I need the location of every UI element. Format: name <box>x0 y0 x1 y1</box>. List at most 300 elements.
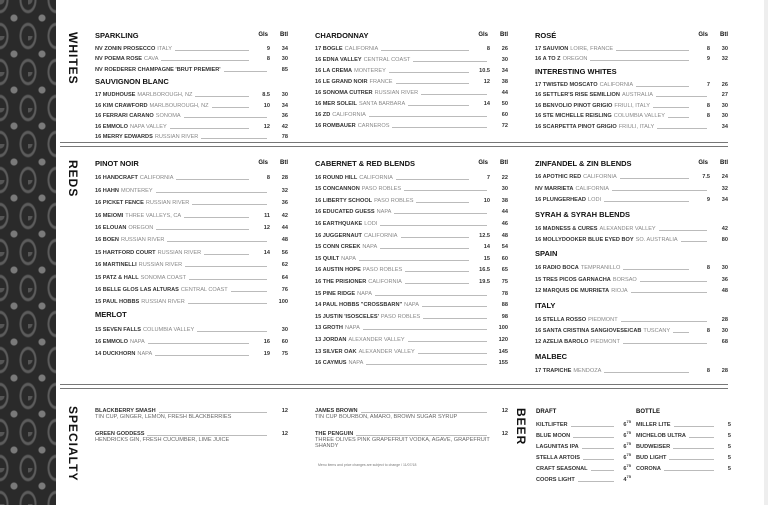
bottle-header: Btl <box>500 160 508 166</box>
wine-region: OREGON <box>562 56 588 62</box>
wine-region: FRANCE <box>369 79 393 85</box>
beer-item <box>536 472 631 483</box>
wine-item <box>95 119 288 130</box>
beer-price <box>617 419 631 428</box>
wine-item <box>535 41 728 52</box>
beer-price <box>717 455 731 461</box>
beer-price <box>617 452 631 461</box>
leader-line <box>231 291 267 292</box>
beer-price <box>717 433 731 439</box>
price-dollars: 6 <box>623 444 627 450</box>
wine-item <box>315 227 508 239</box>
wine-name: 16 ROUND HILL <box>315 174 358 181</box>
leader-line <box>380 225 487 226</box>
bottle-price: 72 <box>501 123 508 129</box>
beer-price <box>617 463 631 472</box>
wine-item <box>315 355 508 367</box>
wine-item <box>95 109 288 120</box>
wine-name: 16 HAHN <box>95 187 119 194</box>
cocktail-price: 12 <box>501 431 508 437</box>
leader-line <box>408 105 469 106</box>
footer-note: Menu items and price changes are subject to change / 11/07/18 <box>318 463 417 467</box>
wine-region: ALEXANDER VALLEY <box>599 225 656 232</box>
beer-item <box>636 428 731 439</box>
wine-region: BORSAO <box>612 276 637 283</box>
wine-name: 16 SETTLER'S RISE SEMILLION <box>535 92 620 98</box>
leader-line <box>201 138 267 139</box>
cocktail-description: TIN CUP BOURBON, AMARO, BROWN SUGAR SYRUP <box>315 414 458 420</box>
menu-column <box>95 156 288 357</box>
wine-group <box>535 65 728 130</box>
wine-region: PASO ROBLES <box>374 197 414 204</box>
wine-item <box>315 96 508 107</box>
wine-region: CENTRAL COAST <box>363 57 411 63</box>
leader-line <box>423 318 487 319</box>
bottle-price: 26 <box>721 81 728 88</box>
price-cents: 75 <box>626 430 631 436</box>
glass-price: 8 <box>266 175 270 182</box>
wine-name: 16 SONOMA CUTRER <box>315 90 373 96</box>
wine-region: CALIFORNIA <box>575 185 610 192</box>
wine-region: SONOMA <box>155 113 181 119</box>
group-header <box>535 208 728 220</box>
bottle-price: 78 <box>281 134 288 140</box>
wine-name: 16 BENVOLIO PINOT GRIGIO <box>535 102 613 109</box>
bottle-price: 54 <box>501 244 508 251</box>
bottle-price: 30 <box>281 92 288 98</box>
wine-region: NAPA <box>129 339 145 346</box>
wine-region: TUSCANY <box>643 327 671 334</box>
beer-name: CORONA <box>636 466 661 472</box>
leader-line <box>616 50 689 51</box>
leader-line <box>212 107 249 108</box>
wine-name: 15 QUILT <box>315 255 340 262</box>
beer-name: MICHELOB ULTRA <box>636 433 686 439</box>
beer-price <box>717 422 731 428</box>
bottle-price: 28 <box>721 367 728 374</box>
bottle-price: 30 <box>501 57 508 63</box>
beer-item <box>536 417 631 428</box>
bottle-header: Btl <box>280 32 288 38</box>
bottle-price: 30 <box>721 265 728 272</box>
price-dollars: 5 <box>727 422 731 428</box>
bottle-price: 100 <box>278 299 288 306</box>
wine-region: RUSSIAN RIVER <box>141 299 185 306</box>
beer-price <box>617 430 631 439</box>
wine-region: TEMPRANILLO <box>580 265 621 272</box>
group-header <box>95 308 288 320</box>
bottle-price: 28 <box>281 175 288 182</box>
leader-line <box>640 281 707 282</box>
group-title: SPAIN <box>535 249 558 259</box>
wine-name: 15 TRES PICOS GARNACHA <box>535 276 611 283</box>
bottle-price: 34 <box>721 123 728 130</box>
leader-line <box>375 295 487 296</box>
menu-column <box>315 156 508 366</box>
wine-name: 17 TWISTED MOSCATO <box>535 81 598 88</box>
group-title: MALBEC <box>535 351 568 361</box>
leader-line <box>612 190 707 191</box>
wine-item <box>535 77 728 88</box>
glass-header: Gls <box>698 32 708 38</box>
glass-price: 8.5 <box>262 92 270 98</box>
wine-region: MARLBOUROUGH, NZ <box>149 102 209 109</box>
wine-region: MARLBOROUGH, NZ <box>137 92 193 98</box>
wine-name: 16 EDNA VALLEY <box>315 57 362 63</box>
wine-group <box>535 248 728 294</box>
bottle-price: 78 <box>501 290 508 297</box>
wine-name: 16 MER SOLEIL <box>315 101 357 107</box>
leader-line <box>204 254 249 255</box>
wine-item <box>95 88 288 99</box>
bottle-price: 44 <box>501 90 508 96</box>
wine-item <box>535 119 728 130</box>
bottle-price: 145 <box>498 348 508 355</box>
cocktail-description: THREE OLIVES PINK GRAPEFRUIT VODKA, AGAVE, GRAPEFRUIT SHANDY <box>315 437 490 449</box>
wine-item <box>535 192 728 203</box>
wine-name: 16 MADNESS & CURES <box>535 225 598 232</box>
bottle-header: Btl <box>280 160 288 166</box>
wine-region: PASO ROBLES <box>362 267 403 274</box>
group-header <box>315 29 508 41</box>
wine-item <box>535 362 728 373</box>
leader-line <box>369 116 487 117</box>
wine-group <box>535 299 728 345</box>
bottle-price: 22 <box>501 174 508 181</box>
group-header <box>535 248 728 260</box>
glass-price: 12 <box>483 79 490 85</box>
glass-price: 10.5 <box>479 68 490 74</box>
wine-item <box>315 262 508 274</box>
bottle-price: 80 <box>721 236 728 243</box>
group-header <box>535 65 728 77</box>
bottle-price: 36 <box>721 276 728 283</box>
menu-column <box>535 156 728 374</box>
leader-line <box>401 237 469 238</box>
glass-price: 8 <box>266 56 270 62</box>
wine-region: NAPA <box>341 255 356 262</box>
wine-name: 16 THE PRISIONER <box>315 278 367 285</box>
bottle-price: 38 <box>501 197 508 204</box>
wine-name: 14 PAUL HOBBS "CROSSBARN" <box>315 302 403 309</box>
bottle-price: 68 <box>721 339 728 346</box>
section-label-reds: REDS <box>66 160 80 198</box>
wine-group <box>95 308 288 357</box>
bottle-price: 34 <box>501 68 508 74</box>
price-dollars: 5 <box>727 433 731 439</box>
wine-group <box>95 157 288 305</box>
bottle-price: 42 <box>281 212 288 219</box>
glass-price: 8 <box>706 102 710 109</box>
bottle-price: 38 <box>501 79 508 85</box>
wine-name: 16 MEIOMI <box>95 212 124 219</box>
glass-price: 16 <box>263 339 270 346</box>
leader-line <box>380 248 469 249</box>
leader-line <box>396 179 469 180</box>
wine-region: NAPA <box>376 209 392 216</box>
wine-group <box>535 29 728 62</box>
cocktail-name: THE PENGUIN <box>315 431 354 437</box>
bottle-price: 60 <box>281 339 288 346</box>
wine-region: CALIFORNIA <box>599 81 634 88</box>
wine-region: MONTEREY <box>120 187 153 194</box>
wine-name: 13 JORDAN <box>315 336 347 343</box>
reds-section <box>60 156 728 381</box>
wine-region: NAPA <box>404 302 419 309</box>
bottle-price: 120 <box>498 336 508 343</box>
wine-region: CALIFORNIA <box>139 175 174 182</box>
wine-name: 16 EMMOLO <box>95 123 128 130</box>
wine-item <box>95 219 288 231</box>
wine-item <box>315 41 508 52</box>
wine-region: MENDOZA <box>573 367 602 374</box>
bottle-price: 44 <box>501 209 508 216</box>
leader-line <box>591 470 614 471</box>
bottle-price: 42 <box>721 225 728 232</box>
leader-line <box>674 426 715 427</box>
leader-line <box>224 71 267 72</box>
wine-group <box>95 76 288 141</box>
group-title: ROSÉ <box>535 30 557 40</box>
wine-region: SO. AUSTRALIA <box>635 236 678 243</box>
wine-name: NV ROEDERER CHAMPAGNE 'BRUT PREMIER' <box>95 66 221 73</box>
glass-price: 9 <box>266 45 270 52</box>
bottle-price: 34 <box>721 197 728 204</box>
leader-line <box>188 303 267 304</box>
wine-name: 12 AZELIA BAROLO <box>535 339 589 346</box>
leader-line <box>361 412 487 413</box>
wine-item <box>535 334 728 345</box>
leader-line <box>175 50 249 51</box>
wine-region: SANTA BARBARA <box>358 101 406 107</box>
leader-line <box>195 96 249 97</box>
glass-header: Gls <box>258 160 268 166</box>
glass-price: 14 <box>483 101 490 107</box>
group-title: ITALY <box>535 300 556 310</box>
wine-group <box>315 29 508 129</box>
wine-group <box>535 157 728 203</box>
section-divider <box>60 384 728 389</box>
bottle-price: 36 <box>281 113 288 119</box>
bottle-price: 76 <box>281 286 288 293</box>
wine-region: LOIRE, FRANCE <box>570 45 614 52</box>
wine-item <box>315 331 508 343</box>
wine-region: ITALY <box>157 45 173 52</box>
wine-name: 13 SILVER OAK <box>315 348 357 355</box>
wine-item <box>315 85 508 96</box>
wine-region: RUSSIAN RIVER <box>154 134 199 140</box>
glass-price: 12 <box>263 123 270 130</box>
leader-line <box>689 437 714 438</box>
wine-item <box>535 88 728 99</box>
wine-item <box>315 297 508 309</box>
leader-line <box>583 459 614 460</box>
beer-draft-title: DRAFT <box>536 408 557 415</box>
leader-line <box>156 192 267 193</box>
price-dollars: 5 <box>727 455 731 461</box>
wine-name: 16 JUGGERNAUT <box>315 232 362 239</box>
leader-line <box>656 96 707 97</box>
wine-region: FRIULI, ITALY <box>614 102 650 109</box>
bottle-price: 85 <box>281 66 288 73</box>
wine-item <box>95 194 288 206</box>
wine-item <box>315 118 508 129</box>
cocktail-description: HENDRICKS GIN, FRESH CUCUMBER, LIME JUICE <box>95 437 230 443</box>
wine-item <box>315 107 508 118</box>
leader-line <box>176 179 249 180</box>
price-dollars: 6 <box>623 433 627 439</box>
leader-line <box>418 353 487 354</box>
wine-name: NV POEMA ROSE <box>95 56 143 62</box>
wine-region: RUSSIAN RIVER <box>145 200 190 207</box>
leader-line <box>604 372 689 373</box>
wine-name: 16 PICKET FENCE <box>95 200 144 207</box>
wine-name: 16 STE MICHELLE REISLING <box>535 113 612 119</box>
wine-item <box>535 220 728 231</box>
glass-price: 19.5 <box>479 278 490 285</box>
wine-item <box>535 283 728 294</box>
bottle-price: 44 <box>281 224 288 231</box>
wine-item <box>315 204 508 216</box>
glass-price: 8 <box>706 367 710 374</box>
group-header <box>535 157 728 169</box>
wine-region: CALIFORNIA <box>583 174 617 181</box>
wine-item <box>315 285 508 297</box>
beer-name: CRAFT SEASONAL <box>536 466 588 472</box>
wine-region: COLUMBIA VALLEY <box>613 113 665 119</box>
leader-line <box>396 83 469 84</box>
wine-region: CALIFORNIA <box>359 174 393 181</box>
wine-name: 17 BOGLE <box>315 46 343 52</box>
cocktail-item <box>315 427 508 437</box>
group-header <box>535 350 728 362</box>
wine-item <box>95 130 288 141</box>
beer-item <box>536 450 631 461</box>
cocktail-column <box>95 404 288 450</box>
wine-item <box>315 308 508 320</box>
glass-header: Gls <box>478 32 488 38</box>
glass-price: 16.5 <box>479 267 490 274</box>
beer-name: LAGUNITAS IPA <box>536 444 579 450</box>
wine-item <box>95 281 288 293</box>
leader-line <box>161 60 249 61</box>
bottle-price: 32 <box>721 185 728 192</box>
bottle-price: 30 <box>721 113 728 119</box>
glass-price: 15 <box>483 255 490 262</box>
wine-name: 16 HANDCRAFT <box>95 175 138 182</box>
leader-line <box>356 435 487 436</box>
wine-item <box>315 192 508 204</box>
bottle-price: 48 <box>501 232 508 239</box>
beer-item <box>636 461 731 472</box>
beer-bottle-title: BOTTLE <box>636 408 660 415</box>
wine-name: 16 EDUCATED GUESS <box>315 209 375 216</box>
glass-price: 8 <box>706 327 710 334</box>
bottle-header: Btl <box>720 160 728 166</box>
leader-line <box>636 86 689 87</box>
wine-region: AUSTRALIA <box>621 92 654 98</box>
leader-line <box>359 260 469 261</box>
leader-line <box>148 343 249 344</box>
glass-price: 12 <box>263 224 270 231</box>
wine-item <box>95 320 288 332</box>
wine-name: 16 APOTHIC RED <box>535 174 582 181</box>
wine-item <box>535 52 728 63</box>
group-title: PINOT NOIR <box>95 158 139 168</box>
bottle-price: 48 <box>281 237 288 244</box>
glass-price: 8 <box>486 46 490 52</box>
wine-name: 16 A TO Z <box>535 56 561 62</box>
wine-region: CALIFORNIA <box>363 232 398 239</box>
leader-line <box>421 94 487 95</box>
bottle-price: 32 <box>721 56 728 62</box>
wine-region: PASO ROBLES <box>380 313 421 320</box>
wine-region: CALIFORNIA <box>332 112 366 118</box>
wine-item <box>535 323 728 334</box>
leader-line <box>167 241 267 242</box>
wine-item <box>95 206 288 218</box>
group-title: INTERESTING WHITES <box>535 66 617 76</box>
beer-name: BUD LIGHT <box>636 455 667 461</box>
leader-line <box>185 266 267 267</box>
leader-line <box>422 306 487 307</box>
wine-group <box>535 350 728 373</box>
wine-name: 15 CONN CREEK <box>315 244 361 251</box>
wine-name: 16 SCARPETTA PINOT GRIGIO <box>535 123 617 130</box>
cocktail-column <box>315 404 508 456</box>
wine-region: PIEDMONT <box>590 339 620 346</box>
group-header <box>535 29 728 41</box>
group-title: ZINFANDEL & ZIN BLENDS <box>535 158 632 168</box>
wine-item <box>95 293 288 305</box>
wine-name: 17 MUDHOUSE <box>95 92 136 98</box>
leader-line <box>156 229 249 230</box>
glass-price: 14 <box>263 249 270 256</box>
price-cents: 75 <box>626 452 631 458</box>
bottle-price: 32 <box>281 187 288 194</box>
leader-line <box>405 283 469 284</box>
wine-region: NAPA <box>348 360 364 367</box>
leader-line <box>582 448 614 449</box>
whites-section <box>60 28 728 142</box>
price-cents: 75 <box>626 474 631 480</box>
bottle-price: 155 <box>498 360 508 367</box>
group-title: CHARDONNAY <box>315 30 369 40</box>
glass-header: Gls <box>478 160 488 166</box>
wine-item <box>315 239 508 251</box>
glass-price: 8 <box>706 45 710 52</box>
beer-price <box>717 466 731 472</box>
bottle-price: 30 <box>721 45 728 52</box>
bottle-header: Btl <box>720 32 728 38</box>
price-cents: 75 <box>626 441 631 447</box>
wine-name: 16 STELLA ROSSO <box>535 316 587 323</box>
glass-header: Gls <box>698 160 708 166</box>
price-dollars: 5 <box>727 444 731 450</box>
leader-line <box>394 213 487 214</box>
wine-region: NAPA <box>357 290 372 297</box>
bottle-price: 34 <box>281 45 288 52</box>
glass-price: 8 <box>706 265 710 272</box>
beer-name: BUDWEISER <box>636 444 671 450</box>
wine-group <box>535 208 728 243</box>
price-dollars: 4 <box>623 477 627 483</box>
section-label-whites: WHITES <box>66 32 80 85</box>
leader-line <box>147 435 267 436</box>
bottle-price: 30 <box>501 186 508 193</box>
menu-column <box>535 28 728 130</box>
page-edge-right <box>764 0 768 505</box>
